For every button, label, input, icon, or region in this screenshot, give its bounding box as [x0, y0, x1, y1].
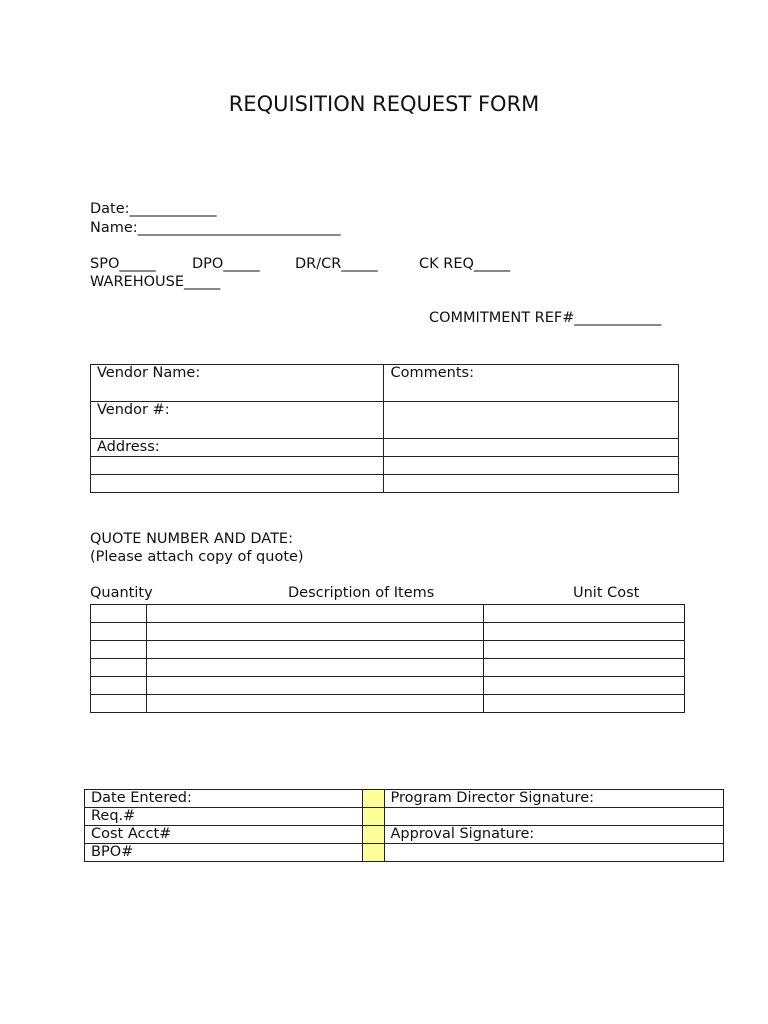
quantity-cell[interactable] [91, 641, 147, 659]
form-title: REQUISITION REQUEST FORM [228, 92, 540, 116]
cost-acct-cell[interactable] [85, 826, 363, 844]
vendor-table [90, 364, 679, 493]
vendor-number-cell[interactable] [91, 402, 384, 439]
req-number-cell[interactable] [85, 808, 363, 826]
description-cell[interactable] [146, 641, 483, 659]
quote-note: (Please attach copy of quote) [90, 549, 304, 565]
unit-cost-cell[interactable] [484, 641, 685, 659]
quantity-cell[interactable] [91, 623, 147, 641]
vendor-name-cell[interactable] [91, 365, 384, 402]
table-row [91, 641, 685, 659]
address-cell-3[interactable] [91, 475, 384, 493]
highlight-cell [362, 808, 384, 826]
table-row [91, 695, 685, 713]
unit-cost-cell[interactable] [484, 659, 685, 677]
spo-field[interactable]: SPO_____ [90, 256, 156, 272]
cost-acct-label: Cost Acct# [91, 826, 172, 842]
commitment-ref-field[interactable]: COMMITMENT REF#____________ [429, 310, 662, 326]
description-cell[interactable] [146, 605, 483, 623]
highlight-cell [362, 790, 384, 808]
quantity-cell[interactable] [91, 677, 147, 695]
program-director-signature-label: Program Director Signature: [390, 790, 594, 806]
comments-cell-2[interactable] [384, 402, 679, 439]
office-use-table [84, 789, 724, 862]
req-number-label: Req.# [91, 808, 136, 824]
unit-cost-cell[interactable] [484, 677, 685, 695]
name-field[interactable]: Name:____________________________ [90, 220, 341, 236]
unit-cost-cell[interactable] [484, 623, 685, 641]
approval-blank-cell[interactable] [384, 844, 723, 862]
ckreq-field[interactable]: CK REQ_____ [419, 256, 511, 272]
unit-cost-header: Unit Cost [573, 585, 640, 601]
drcr-field[interactable]: DR/CR_____ [295, 256, 378, 272]
approval-signature-label: Approval Signature: [390, 826, 535, 842]
warehouse-field[interactable]: WAREHOUSE_____ [90, 274, 221, 290]
comments-cell-3[interactable] [384, 439, 679, 457]
address-cell[interactable] [91, 439, 384, 457]
items-table [90, 604, 685, 713]
quantity-cell[interactable] [91, 695, 147, 713]
table-row [91, 605, 685, 623]
dpo-field[interactable]: DPO_____ [192, 256, 260, 272]
comments-cell-5[interactable] [384, 475, 679, 493]
description-cell[interactable] [146, 677, 483, 695]
date-entered-label: Date Entered: [91, 790, 192, 806]
highlight-cell [362, 844, 384, 862]
quote-heading: QUOTE NUMBER AND DATE: [90, 531, 293, 547]
comments-cell[interactable] [384, 365, 679, 402]
table-row [91, 677, 685, 695]
unit-cost-cell[interactable] [484, 605, 685, 623]
description-cell[interactable] [146, 623, 483, 641]
quantity-header: Quantity [90, 585, 153, 601]
approval-signature-cell[interactable] [384, 826, 723, 844]
unit-cost-cell[interactable] [484, 695, 685, 713]
date-entered-cell[interactable] [85, 790, 363, 808]
description-cell[interactable] [146, 695, 483, 713]
date-field[interactable]: Date:____________ [90, 201, 217, 217]
vendor-number-label: Vendor #: [97, 402, 170, 418]
quantity-cell[interactable] [91, 659, 147, 677]
highlight-cell [362, 826, 384, 844]
signature-blank-cell[interactable] [384, 808, 723, 826]
bpo-cell[interactable] [85, 844, 363, 862]
address-label: Address: [97, 439, 160, 455]
comments-label: Comments: [390, 365, 474, 381]
description-header: Description of Items [288, 585, 435, 601]
comments-cell-4[interactable] [384, 457, 679, 475]
description-cell[interactable] [146, 659, 483, 677]
program-director-signature-cell[interactable] [384, 790, 723, 808]
address-cell-2[interactable] [91, 457, 384, 475]
quantity-cell[interactable] [91, 605, 147, 623]
vendor-name-label: Vendor Name: [97, 365, 201, 381]
bpo-label: BPO# [91, 844, 134, 860]
table-row [91, 623, 685, 641]
table-row [91, 659, 685, 677]
